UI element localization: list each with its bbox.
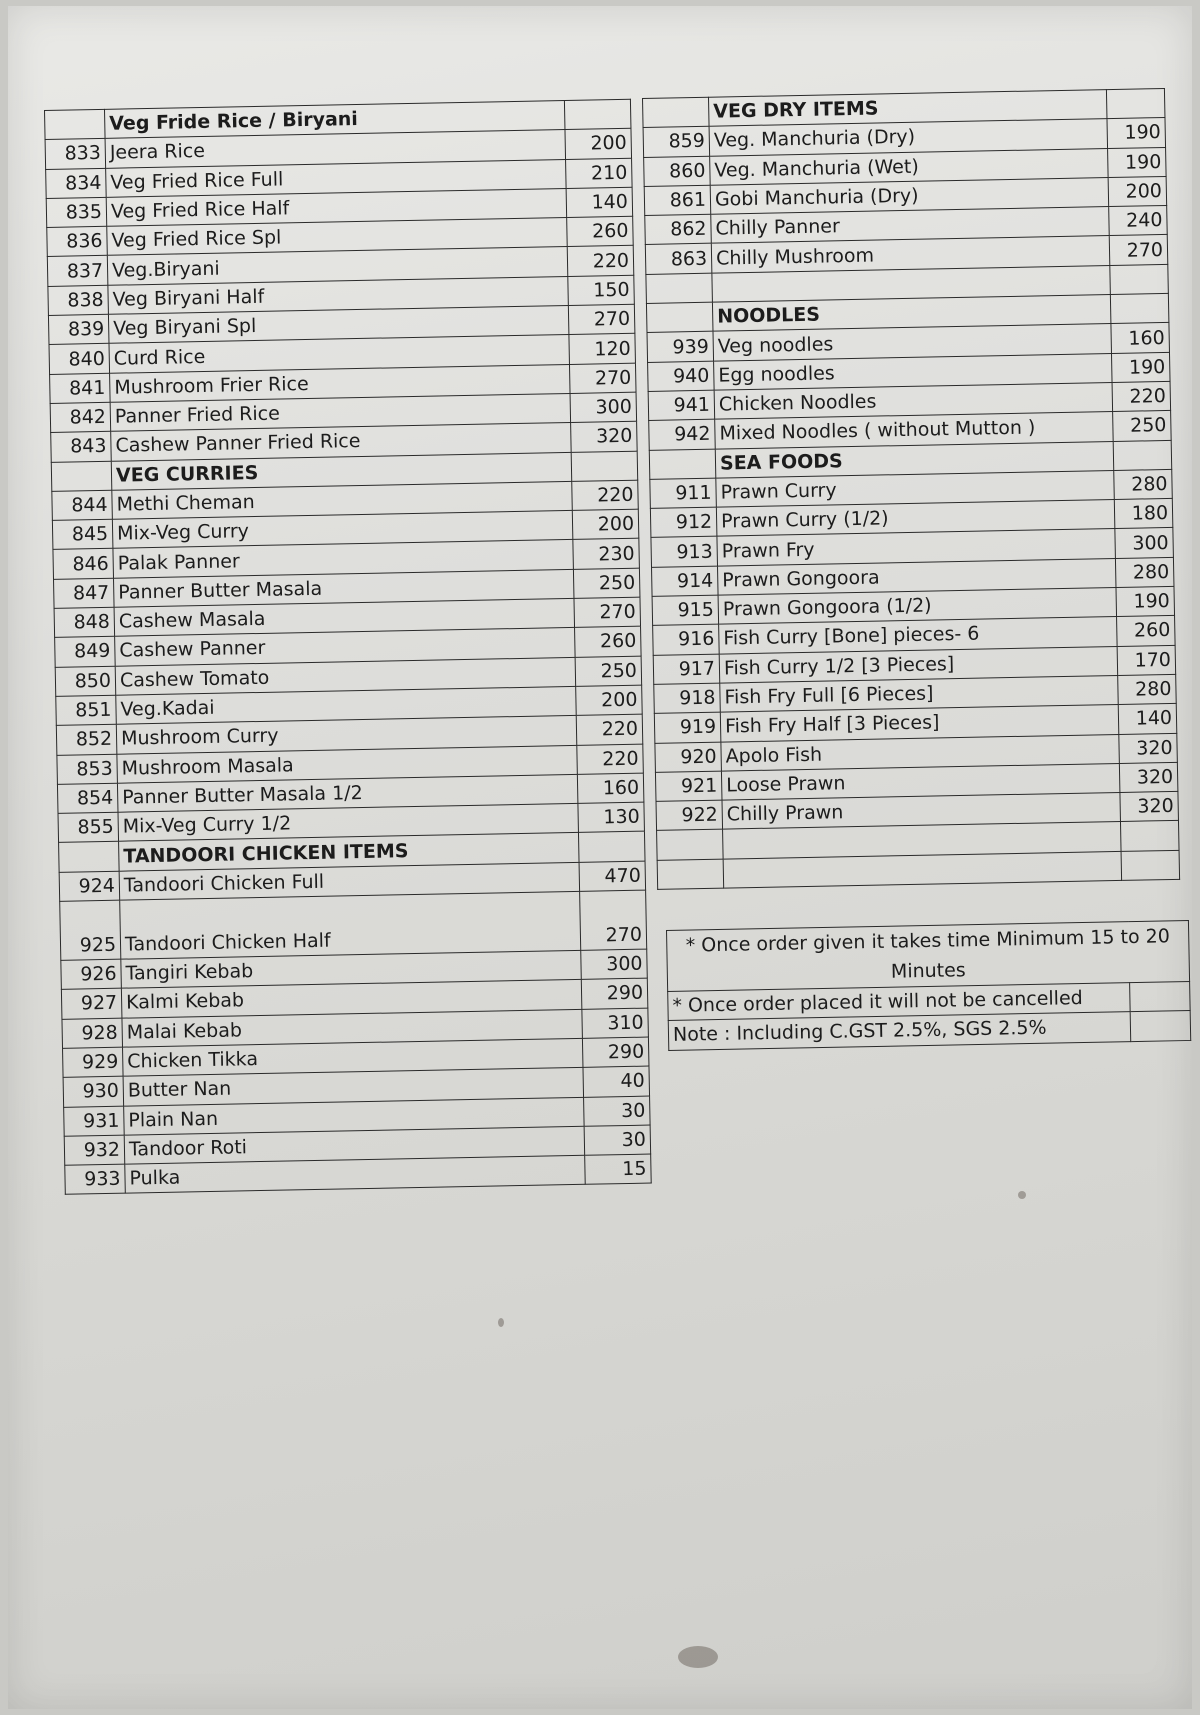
stain-mark (498, 1318, 504, 1327)
item-price: 320 (1120, 791, 1179, 821)
item-code: 855 (58, 812, 119, 842)
item-price: 180 (1114, 499, 1173, 529)
item-code (45, 109, 106, 139)
item-code: 918 (654, 683, 721, 714)
item-price: 140 (1118, 704, 1177, 734)
item-code: 860 (644, 156, 711, 187)
item-price (1106, 88, 1165, 118)
item-price: 190 (1107, 118, 1166, 148)
item-code: 835 (46, 197, 107, 227)
item-price: 280 (1118, 674, 1177, 704)
item-code: 920 (655, 742, 722, 773)
item-price: 130 (578, 802, 645, 833)
item-name: Gobi Manchuria (Dry) (710, 177, 1108, 214)
item-price: 260 (575, 626, 642, 657)
right-menu-table (642, 88, 1180, 890)
item-code (646, 273, 713, 304)
item-price: 220 (1112, 381, 1171, 411)
item-name (723, 851, 1121, 888)
item-code: 932 (64, 1135, 125, 1165)
item-name: Loose Prawn (721, 763, 1119, 800)
note-empty-cell (1130, 981, 1191, 1011)
item-code: 928 (62, 1018, 123, 1048)
note-empty-cell (1130, 1011, 1191, 1041)
item-price: 290 (581, 978, 648, 1009)
item-price: 160 (577, 773, 644, 804)
item-code: 838 (48, 285, 109, 315)
item-price: 470 (579, 861, 646, 892)
item-price (571, 451, 638, 482)
item-code: 916 (653, 624, 720, 655)
item-name: Panner Butter Masala (113, 569, 573, 607)
item-code: 842 (50, 402, 111, 432)
item-code (59, 842, 120, 872)
item-price: 220 (572, 480, 639, 511)
item-price (1110, 264, 1169, 294)
item-name: Tandoori Chicken Full (119, 862, 579, 900)
item-code: 851 (56, 695, 117, 725)
item-name: Butter Nan (123, 1068, 583, 1106)
item-price: 280 (1114, 469, 1173, 499)
item-name: Veg. Manchuria (Wet) (710, 148, 1108, 185)
item-price: 200 (576, 685, 643, 716)
item-code: 839 (48, 314, 109, 344)
item-price (564, 99, 631, 130)
item-price (1121, 850, 1180, 880)
item-price: 280 (1115, 557, 1174, 587)
item-code: 939 (647, 332, 714, 363)
item-name: Mixed Noodles ( without Mutton ) (715, 412, 1113, 449)
item-price: 260 (567, 216, 634, 247)
item-price: 250 (575, 656, 642, 687)
item-code: 922 (656, 800, 723, 831)
item-name: Prawn Curry (1/2) (716, 500, 1114, 537)
item-name: Veg Fried Rice Half (106, 188, 566, 226)
item-name: Pulka (125, 1155, 585, 1193)
item-code: 850 (55, 666, 116, 696)
item-code: 913 (651, 537, 718, 568)
item-code: 942 (649, 419, 716, 450)
item-price: 30 (584, 1125, 651, 1156)
left-menu-table (44, 99, 652, 1195)
item-code: 912 (650, 507, 717, 538)
item-code: 921 (655, 771, 722, 802)
item-code: 834 (46, 168, 107, 198)
item-code: 926 (61, 959, 122, 989)
item-code: 862 (645, 214, 712, 245)
item-name: Veg noodles (713, 324, 1111, 361)
item-price: 230 (573, 539, 640, 570)
item-code: 845 (52, 519, 113, 549)
item-name: Palak Panner (113, 540, 573, 578)
item-code: 861 (644, 185, 711, 216)
item-name: Plain Nan (124, 1097, 584, 1135)
item-price: 140 (566, 187, 633, 218)
item-name: Prawn Gongoora (717, 558, 1115, 595)
item-code: 917 (653, 654, 720, 685)
item-name: Malai Kebab (122, 1009, 582, 1047)
item-name: Veg.Kadai (116, 686, 576, 724)
item-code (649, 449, 716, 480)
item-name: Veg.Biryani (107, 247, 567, 285)
note-order-time: * Once order given it takes time Minimum 15 to 20 Minutes (667, 920, 1190, 991)
item-name: Fish Fry Half [3 Pieces] (720, 705, 1118, 742)
item-code: 853 (57, 754, 118, 784)
item-code: 931 (64, 1106, 125, 1136)
item-name: Prawn Curry (716, 470, 1114, 507)
item-price: 190 (1108, 147, 1167, 177)
item-code: 940 (648, 361, 715, 392)
note-row (667, 920, 1190, 991)
item-price: 320 (571, 421, 638, 452)
item-name: Kalmi Kebab (121, 980, 581, 1018)
item-name: Chilly Mushroom (711, 236, 1109, 273)
item-price: 160 (1111, 323, 1170, 353)
item-name: Panner Fried Rice (110, 393, 570, 431)
item-price: 250 (1113, 411, 1172, 441)
stain-mark (1018, 1191, 1026, 1199)
item-price: 270 (574, 597, 641, 628)
item-price: 190 (1116, 586, 1175, 616)
note-gst: Note : Including C.GST 2.5%, SGS 2.5% (668, 1012, 1130, 1050)
item-price: 290 (582, 1037, 649, 1068)
item-price: 190 (1111, 352, 1170, 382)
item-price: 200 (1108, 176, 1167, 206)
item-name: Cashew Panner Fried Rice (111, 423, 571, 461)
item-name: Veg Fried Rice Full (106, 159, 566, 197)
item-price: 300 (570, 392, 637, 423)
item-name: Curd Rice (109, 335, 569, 373)
item-name: Apolo Fish (721, 734, 1119, 771)
item-name: Tangiri Kebab (121, 950, 581, 988)
item-price (1120, 821, 1179, 851)
item-name: Mushroom Frier Rice (110, 364, 570, 402)
item-code: 863 (645, 244, 712, 275)
item-name: Egg noodles (714, 353, 1112, 390)
item-code (657, 830, 724, 861)
item-name: Mix-Veg Curry 1/2 (118, 804, 578, 842)
item-code: 852 (56, 724, 117, 754)
item-name: Veg Fried Rice Spl (107, 218, 567, 256)
note-no-cancel: * Once order placed it will not be cancelled (668, 983, 1130, 1021)
item-code (657, 859, 724, 890)
section-title: NOODLES (712, 295, 1110, 332)
item-price: 270 (568, 304, 635, 335)
item-name: Fish Curry [Bone] pieces- 6 (719, 617, 1117, 654)
item-name: Fish Fry Full [6 Pieces] (720, 675, 1118, 712)
item-code: 941 (648, 390, 715, 421)
item-code: 849 (55, 637, 116, 667)
item-code: 911 (650, 478, 717, 509)
item-name: Mushroom Masala (117, 745, 577, 783)
item-price: 200 (565, 129, 632, 160)
item-code: 843 (51, 432, 112, 462)
stain-mark (678, 1646, 718, 1668)
section-title: Veg Fride Rice / Biryani (104, 101, 564, 139)
item-name: Chicken Noodles (714, 382, 1112, 419)
item-price: 210 (566, 158, 633, 189)
item-price: 220 (577, 744, 644, 775)
item-name: Cashew Masala (114, 598, 574, 636)
item-name: Tandoor Roti (124, 1126, 584, 1164)
item-name: Cashew Tomato (115, 657, 575, 695)
item-name: Veg Biryani Half (108, 276, 568, 314)
item-code: 836 (47, 227, 108, 257)
item-name: Jeera Rice (105, 130, 565, 168)
item-name: Fish Curry 1/2 [3 Pieces] (719, 646, 1117, 683)
item-name: Methi Cheman (112, 481, 572, 519)
item-price: 250 (573, 568, 640, 599)
item-price: 220 (567, 246, 634, 277)
item-name: Veg. Manchuria (Dry) (709, 119, 1107, 156)
item-name: Prawn Fry (717, 529, 1115, 566)
item-price: 170 (1117, 645, 1176, 675)
item-code: 919 (654, 712, 721, 743)
item-code: 844 (52, 490, 113, 520)
item-price: 220 (576, 714, 643, 745)
item-price: 200 (572, 509, 639, 540)
item-name: Tandoori Chicken Half (120, 891, 581, 959)
item-name: Prawn Gongoora (1/2) (718, 588, 1116, 625)
item-code: 929 (63, 1047, 124, 1077)
section-title: TANDOORI CHICKEN ITEMS (119, 833, 579, 871)
item-price (578, 832, 645, 863)
item-code: 841 (50, 373, 111, 403)
item-price: 270 (569, 363, 636, 394)
item-name: Veg Biryani Spl (108, 306, 568, 344)
item-price: 310 (582, 1008, 649, 1039)
item-price: 300 (581, 949, 648, 980)
item-price: 320 (1119, 762, 1178, 792)
item-price: 40 (583, 1066, 650, 1097)
item-price: 15 (585, 1154, 652, 1185)
item-price: 150 (568, 275, 635, 306)
item-code: 930 (63, 1076, 124, 1106)
item-name: Mushroom Curry (116, 716, 576, 754)
item-code: 833 (45, 139, 106, 169)
item-code: 846 (53, 549, 114, 579)
item-name: Mix-Veg Curry (112, 511, 572, 549)
item-price: 30 (584, 1096, 651, 1127)
item-price: 120 (569, 334, 636, 365)
item-price: 300 (1115, 528, 1174, 558)
item-price: 270 (1109, 235, 1168, 265)
item-price: 270 (580, 890, 647, 950)
item-code: 925 (60, 900, 121, 960)
item-code: 924 (59, 871, 120, 901)
item-code (643, 97, 710, 128)
item-code: 848 (54, 607, 115, 637)
section-title: SEA FOODS (715, 441, 1113, 478)
item-code: 927 (61, 988, 122, 1018)
item-code (51, 461, 112, 491)
item-code: 933 (65, 1164, 126, 1194)
item-code: 915 (652, 595, 719, 626)
item-code: 837 (47, 256, 108, 286)
item-name: Chilly Prawn (722, 793, 1120, 830)
item-price (1110, 294, 1169, 324)
item-price: 240 (1109, 206, 1168, 236)
item-code: 847 (54, 578, 115, 608)
section-title: VEG DRY ITEMS (708, 90, 1106, 127)
item-code: 914 (652, 566, 719, 597)
item-name: Chicken Tikka (123, 1038, 583, 1076)
item-name: Cashew Panner (115, 628, 575, 666)
item-price: 320 (1119, 733, 1178, 763)
item-name: Panner Butter Masala 1/2 (117, 774, 577, 812)
notes-table (666, 920, 1191, 1051)
menu-sheet (8, 6, 1192, 1709)
item-code (646, 302, 713, 333)
section-title: VEG CURRIES (111, 452, 571, 490)
item-code: 854 (57, 783, 118, 813)
item-code: 859 (643, 127, 710, 158)
item-price (1113, 440, 1172, 470)
item-name: Chilly Panner (711, 207, 1109, 244)
item-code: 840 (49, 344, 110, 374)
item-price: 260 (1117, 616, 1176, 646)
